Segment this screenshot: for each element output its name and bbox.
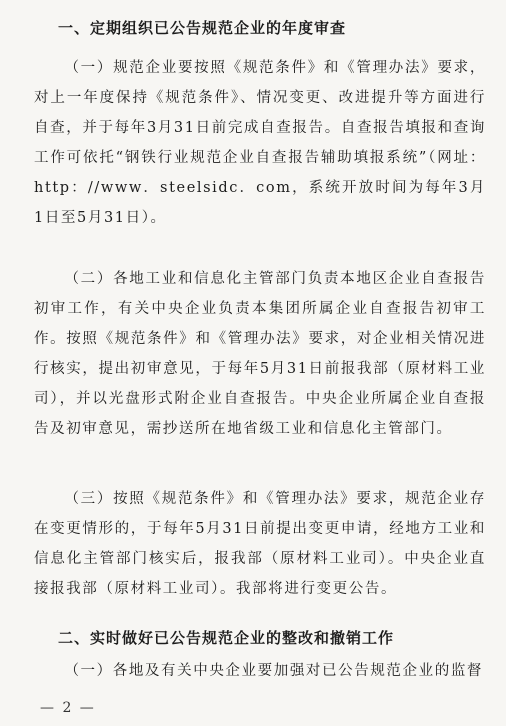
paragraph-1: （一）规范企业要按照《规范条件》和《管理办法》要求，对上一年度保持《规范条件》、情况变更、改进提升等方面进行自查，并于每年3月31日前完成自查报告。自查报告填报和查询工作可依托“钢铁行业规范企业自查报告辅助填报系统”（网址：http：//www．steelsidc．com，系统开放时间为每年3月1日至5月31日）。 bbox=[34, 60, 486, 226]
page-number: — 2 — bbox=[40, 700, 96, 716]
paragraph-2: （二）各地工业和信息化主管部门负责本地区企业自查报告初审工作，有关中央企业负责本集团所属企业自查报告初审工作。按照《规范条件》和《管理办法》要求，对企业相关情况进行核实，提出初审意见，于每年5月31日前报我部（原材料工业司），并以光盘形式附企业自查报告。中央企业所属企业自查报告及初审意见，需抄送所在地省级工业和信息化主管部门。 bbox=[34, 271, 486, 437]
section-heading-2: 二、实时做好已公告规范企业的整改和撤销工作 bbox=[58, 629, 395, 647]
paragraph-4: （一）各地及有关中央企业要加强对已公告规范企业的监督 bbox=[64, 663, 484, 679]
section-heading-1: 一、定期组织已公告规范企业的年度审查 bbox=[58, 19, 347, 37]
paragraph-3: （三）按照《规范条件》和《管理办法》要求，规范企业存在变更情形的，于每年5月31日前提出变更申请，经地方工业和信息化主管部门核实后，报我部（原材料工业司）。中央企业直接报我部（原材料工业司）。我部将进行变更公告。 bbox=[34, 491, 486, 597]
